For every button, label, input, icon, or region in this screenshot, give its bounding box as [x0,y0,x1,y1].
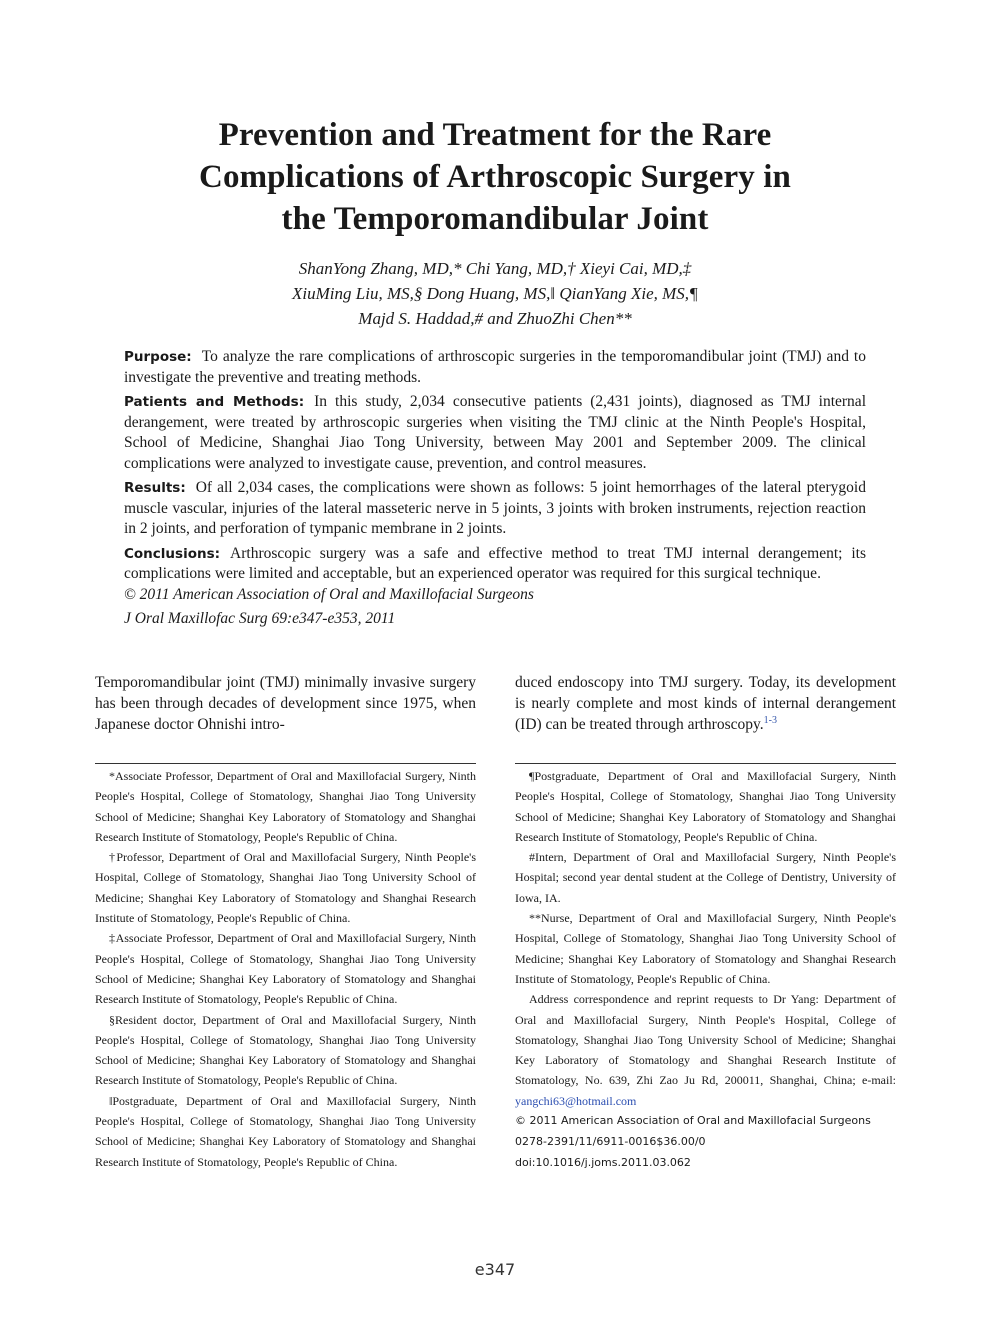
footnote-divider-right [515,763,896,764]
author-line-3: Majd S. Haddad,# and ZhuoZhi Chen** [358,309,632,328]
author-list [145,256,845,331]
footnote-resident-doctor: §Resident doctor, Department of Oral and Maxillofacial Surgery, Ninth People's Hospital, College of Stomatology, Shanghai Jiao Tong University School of Medicine; Shanghai Key Laboratory of Stomatology and Shanghai Research Institute of Stomatology, People's Republic of China. [95,1012,476,1088]
journal-citation: J Oral Maxillofac Surg 69:e347-e353, 2011 [124,610,396,627]
abstract-purpose [124,347,866,388]
footnote-nurse: **Nurse, Department of Oral and Maxillofacial Surgery, Ninth People's Hospital, College of Stomatology, Shanghai Jiao Tong University School of Medicine; Shanghai Key Laboratory of Stomatology and Shanghai Research Institute of Stomatology, People's Republic of China. [515,911,896,986]
abstract [124,347,866,634]
footnote-divider-left [95,763,476,764]
issn-code: 0278-2391/11/6911-0016$36.00/0 [515,1134,706,1148]
conclusions-text: Arthroscopic surgery was a safe and effective method to treat TMJ internal derangement; its complications were limited and acceptable, but an experienced operator was required for this surgical technique. [124,544,866,582]
abstract-copyright: © 2011 American Association of Oral and Maxillofacial Surgeons [124,585,534,603]
author-line-1: ShanYong Zhang, MD,* Chi Yang, MD,† Xieyi Cai, MD,‡ [298,259,692,278]
methods-label: Patients and Methods: [124,394,305,410]
conclusions-label: Conclusions: [124,545,221,562]
results-text: Of all 2,034 cases, the complications were shown as follows: 5 joint hemorrhages of the lateral pterygoid muscle vascular, injuries of the lateral masseteric nerve in 5 joints, 3 joints with broken instruments, rejection reaction in 2 joints, and perforation of tympanic membrane in 2 joints. [124,479,866,537]
address-text: Address correspondence and reprint requests to Dr Yang: Department of Oral and Maxillofacial Surgery, Ninth People's Hospital, College of Stomatology, Shanghai Jiao Tong University School of Medicine; Shanghai Key Laboratory of Stomatology and Shanghai Research Institute of Stomatology, No. 639, Zhi Zao Ju Rd, 200011, Shanghai, China; e-mail: [515,992,896,1088]
article-title [95,114,895,240]
body-text-left: Temporomandibular joint (TMJ) minimally invasive surgery has been through decades of development since 1975, when Japanese doctor Ohnishi intro- [95,674,476,733]
reference-link[interactable]: 1-3 [763,714,777,726]
footnote-professor: †Professor, Department of Oral and Maxillofacial Surgery, Ninth People's Hospital, College of Stomatology, Shanghai Jiao Tong University School of Medicine; Shanghai Key Laboratory of Stomatology and Shanghai Research Institute of Stomatology, People's Republic of China. [95,850,476,926]
title-line-2: Complications of Arthroscopic Surgery in [199,159,791,195]
title-line-3: the Temporomandibular Joint [281,201,709,237]
correspondence-address [515,989,896,1111]
footnote-intern: #Intern, Department of Oral and Maxillofacial Surgery, Ninth People's Hospital; second year dental student at the College of Dentistry, University of Iowa, IA. [515,850,896,905]
footnote-postgraduate-1: ‖Postgraduate, Department of Oral and Maxillofacial Surgery, Ninth People's Hospital, College of Stomatology, Shanghai Jiao Tong University School of Medicine; Shanghai Key Laboratory of Stomatology and Shanghai Research Institute of Stomatology, People's Republic of China. [95,1093,476,1169]
footnotes-left [95,766,476,1172]
methods-text: In this study, 2,034 consecutive patients (2,431 joints), diagnosed as TMJ internal derangement, were treated by arthroscopic surgeries when visiting the TMJ clinic at the Ninth People's Hospital, School of Medicine, Shanghai Jiao Tong University, between May 2001 and September 2009. The clinical complications were analyzed to investigate cause, prevention, and control measures. [124,393,866,472]
body-text-right [515,672,896,735]
footnote-postgraduate-2: ¶Postgraduate, Department of Oral and Maxillofacial Surgery, Ninth People's Hospital, College of Stomatology, Shanghai Jiao Tong University School of Medicine; Shanghai Key Laboratory of Stomatology and Shanghai Research Institute of Stomatology, People's Republic of China. [515,769,896,844]
abstract-methods [124,392,866,474]
abstract-conclusions [124,544,866,585]
body-text-right-content: duced endoscopy into TMJ surgery. Today, its development is nearly complete and most kinds of internal derangement (ID) can be treated through arthroscopy. [515,674,896,733]
purpose-label: Purpose: [124,349,192,365]
footnote-associate-professor-1: *Associate Professor, Department of Oral and Maxillofacial Surgery, Ninth People's Hospital, College of Stomatology, Shanghai Jiao Tong University School of Medicine; Shanghai Key Laboratory of Stomatology and Shanghai Research Institute of Stomatology, People's Republic of China. [95,769,476,844]
results-label: Results: [124,480,186,496]
footnotes-right [515,766,896,1173]
email-link[interactable]: yangchi63@hotmail.com [515,1093,637,1108]
doi[interactable]: doi:10.1016/j.joms.2011.03.062 [515,1155,691,1169]
abstract-results [124,478,866,540]
page-number: e347 [474,1260,516,1279]
title-line-1: Prevention and Treatment for the Rare [218,117,772,153]
purpose-text: To analyze the rare complications of arthroscopic surgeries in the temporomandibular joint (TMJ) and to investigate the preventive and treating methods. [124,348,866,386]
footer-copyright: © 2011 American Association of Oral and Maxillofacial Surgeons [515,1114,871,1128]
author-line-2: XiuMing Liu, MS,§ Dong Huang, MS,‖ QianYang Xie, MS,¶ [292,284,698,303]
footnote-associate-professor-2: ‡Associate Professor, Department of Oral and Maxillofacial Surgery, Ninth People's Hospital, College of Stomatology, Shanghai Jiao Tong University School of Medicine; Shanghai Key Laboratory of Stomatology and Shanghai Research Institute of Stomatology, People's Republic of China. [95,931,476,1007]
